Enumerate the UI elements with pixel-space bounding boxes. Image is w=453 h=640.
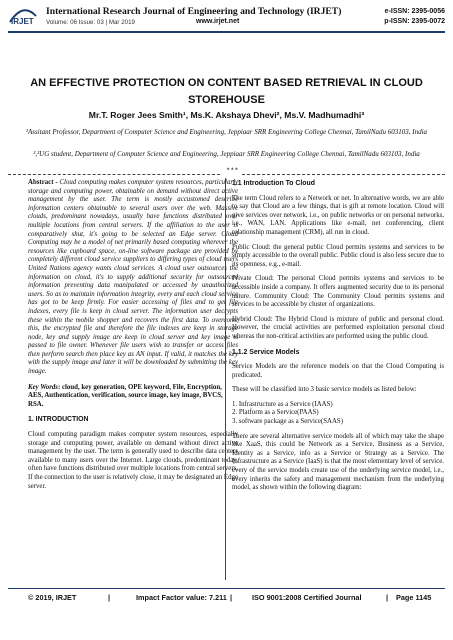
separator-stars: *** xyxy=(226,168,239,176)
keywords-text: : cloud, key generation, OPE keyword, File, Encryption, AES, Authentication, verification, source image, key image, BVCS, RSA. xyxy=(28,383,223,408)
keywords xyxy=(28,384,238,410)
heading-service-models: 1.1.2 Service Models xyxy=(232,348,300,356)
paragraph-cloud-definition: The term Cloud refers to a Network or net. In alternative words, we are able to say that Cloud are a few things, that is gift at remote location. Cloud will give services over network, i.e., on public networks or on personal networks, i.e., WAN, LAN. Applications like e-mail, net conferencing, client relationship management (CRM), all run in cloud. xyxy=(232,194,444,236)
abstract-text: Cloud computing makes computer system resources, particularly storage and computing power, obtainable on demand without direct active management by the user. The term is mostly accustomed describe information centers obtainable to several users over the web. Massive clouds, predominant nowadays, usually have functions distributed over multiple locations from central servers. If the affiliation to the user is comparatively shut, it's going to be selected an Edge server. Cloud Computing may be a model of net primarily based computing wherever the resources like cupboard space, on-line software package are provided by completely different cloud service suppliers to differing types of cloud users United Nations agency wants cloud services. A cloud user outsources the information on cloud, it's to supply additional security for outsourced information preventing data manipulated or accessed by unauthorized users. So as to maintain information integrity, every and each cloud service has got to be keep firmly. For easier accessing of files and to get file indexes, every file is keep in cloud server. The information user decrypts these within the mobile shopper and recovers the first data. To overcome this, the encrypted file and therefore the file indexes are keep in storage node, key and supply image are keep in cloud server and key image is passed to file owner. Whenever file users wish to transfer or access files then perform search then place key as AN input. If valid, it matches the key with the supply image and later it will be downloaded by submitting the key image. xyxy=(28,179,238,376)
abstract-label: Abstract - xyxy=(28,179,58,186)
footer-impact-factor: Impact Factor value: 7.211 xyxy=(136,593,227,602)
paper-authors: Mr.T. Roger Jees Smith¹, Ms.K. Akshaya Dhevi², Ms.V. Madhumadhi³ xyxy=(88,110,365,120)
journal-website[interactable]: www.irjet.net xyxy=(196,18,240,25)
p-issn: p-ISSN: 2395-0072 xyxy=(384,18,445,25)
paragraph-public-cloud: Public Cloud: the general public Cloud permits systems and services to be simply accessible to the overall public. Public cloud is also less secure due to its openness, e.g., e-mail. xyxy=(232,243,444,268)
header-rule xyxy=(8,31,445,33)
footer-separator: | xyxy=(386,593,389,602)
paragraph-service-models: Service Models are the reference models on that the Cloud Computing is predicated. xyxy=(232,363,444,379)
keywords-label: Key Words xyxy=(28,383,58,391)
service-model-list xyxy=(232,401,444,427)
intro-paragraph: Cloud computing paradigm makes computer system resources, especially storage and computing power, available on demand without direct active management by the user. The term is generally used to describe data centers available to many users over the Internet. Large clouds, predominant today, often have functions distributed over multiple locations from central servers. If the connection to the user is relatively close, it may be designated an Edge server. xyxy=(28,431,238,490)
footer-separator: | xyxy=(108,593,111,602)
footer-rule xyxy=(8,588,445,589)
column-divider xyxy=(225,178,226,580)
paragraph-private-cloud: Private Cloud: The personal Cloud permits systems and services to be accessible inside a company. It offers augmented security due to its personal nature. Community Cloud: The Community Cloud permits systems and services to be accessible by cluster of organizations. xyxy=(232,275,444,309)
journal-title: International Research Journal of Engineering and Technology (IRJET) xyxy=(46,6,342,17)
abstract xyxy=(28,179,238,377)
separator-line-right xyxy=(242,174,445,175)
list-item: 1. Infrastructure as a Service (IAAS) xyxy=(232,400,333,408)
paper-title: AN EFFECTIVE PROTECTION ON CONTENT BASED RETRIEVAL IN CLOUD STOREHOUSE xyxy=(30,77,423,106)
paragraph-hybrid-cloud: Hybrid Cloud: The Hybrid Cloud is mixture of public and personal cloud. However, the crucial activities are performed exploitation personal cloud whereas the non-critical activities are performed using the public cloud. xyxy=(232,315,444,340)
list-item: 3. software package as a Service(SAAS) xyxy=(232,418,343,426)
right-column xyxy=(232,179,444,499)
journal-header xyxy=(0,0,453,36)
footer-separator: | xyxy=(230,593,233,602)
e-issn: e-ISSN: 2395-0056 xyxy=(384,8,445,15)
logo-wordmark: IRJET xyxy=(11,17,34,26)
paragraph-classification: These will be classified into 3 basic service models as listed below: xyxy=(232,386,417,394)
list-item: 2. Platform as a Service(PAAS) xyxy=(232,409,319,417)
volume-issue: Volume: 06 Issue: 03 | Mar 2019 xyxy=(46,19,135,26)
section-separator xyxy=(8,168,445,177)
separator-line-left xyxy=(8,174,220,175)
footer-copyright: © 2019, IRJET xyxy=(28,593,77,602)
affiliation-1: ¹Assitant Professor, Department of Computer Science and Engineering, Jeppiaar SRR Engineering College Chennai, TamilNadu 603103, India xyxy=(25,128,428,136)
left-column xyxy=(28,179,238,497)
footer-page-number: Page 1145 xyxy=(396,593,432,602)
heading-introduction-to-cloud: 1.1 Introduction To Cloud xyxy=(232,180,315,187)
footer-iso: ISO 9001:2008 Certified Journal xyxy=(252,593,362,602)
heading-introduction: 1. INTRODUCTION xyxy=(28,416,89,424)
affiliation-2: ²,³UG student, Department of Computer Science and Engineering, Jeppiaar SRR Engineering College Chennai, TamilNadu 603103, India xyxy=(33,150,420,158)
paragraph-xaas: There are several alternative service models all of which may take the shape like XaaS, this could be Network as a Service, Business as a Service, Identity as a Service, info as a Service or Strategy as a Service. The Infrastructure as a Service (IaaS) is that the most elementary level of service. every of the service models create use of the underlying service model, i.e., every inherits the safety and management mechanism from the underlying model, as shown within the following diagram: xyxy=(232,432,444,492)
irjet-logo xyxy=(8,4,38,26)
